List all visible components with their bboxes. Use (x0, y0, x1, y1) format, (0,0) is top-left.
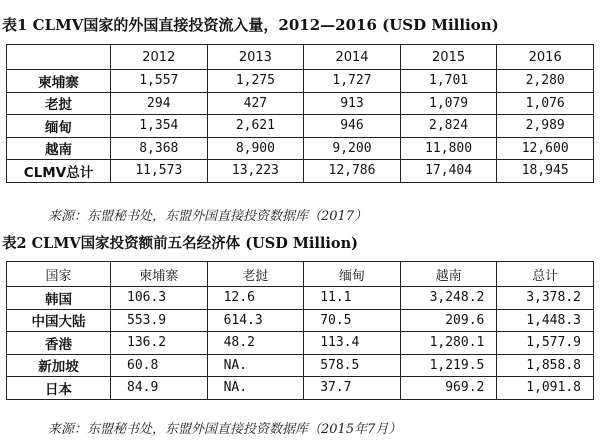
table-cell: 3,248.2 (400, 287, 497, 310)
table-cell: 1,091.8 (497, 377, 594, 400)
table-cell: 8,368 (111, 137, 208, 160)
table-cell: 8,900 (207, 137, 304, 160)
table-cell: 9,200 (304, 137, 401, 160)
table-row (7, 92, 594, 115)
header-cell: 老挝 (207, 262, 304, 287)
table-cell: 12,786 (304, 160, 401, 183)
row-label: 韩国 (7, 287, 111, 310)
header-cell (7, 45, 111, 70)
table-cell: 2,280 (497, 70, 594, 93)
table-cell: 1,280.1 (400, 332, 497, 355)
table-row (7, 354, 594, 377)
table1-title: 表1 CLMV国家的外国直接投资流入量，2012—2016 (USD Million) (2, 16, 499, 34)
row-label: 新加坡 (7, 354, 111, 377)
table-row (7, 309, 594, 332)
table-cell: 2,989 (497, 115, 594, 138)
table-header-row (7, 262, 594, 287)
header-cell: 总计 (497, 262, 594, 287)
header-cell: 2012 (111, 45, 208, 70)
table-cell: 1,557 (111, 70, 208, 93)
header-cell: 2016 (497, 45, 594, 70)
table-cell: 1,448.3 (497, 309, 594, 332)
header-cell: 柬埔寨 (111, 262, 208, 287)
header-cell: 2014 (304, 45, 401, 70)
table-cell: 427 (207, 92, 304, 115)
table-row (7, 115, 594, 138)
table-row (7, 70, 594, 93)
table-row-total (7, 160, 594, 183)
table-row (7, 332, 594, 355)
table-cell: 13,223 (207, 160, 304, 183)
table1-source-note: 来源：东盟秘书处，东盟外国直接投资数据库（2017） (48, 209, 368, 224)
table-cell: 11.1 (304, 287, 401, 310)
table-cell: 18,945 (497, 160, 594, 183)
table-cell: 1,275 (207, 70, 304, 93)
row-label: 越南 (7, 137, 111, 160)
table-cell: NA. (207, 377, 304, 400)
table-cell: 946 (304, 115, 401, 138)
table-cell: 12.6 (207, 287, 304, 310)
row-label: 缅甸 (7, 115, 111, 138)
table-cell: 37.7 (304, 377, 401, 400)
table-cell: 136.2 (111, 332, 208, 355)
table-cell: 294 (111, 92, 208, 115)
table-cell: 1,727 (304, 70, 401, 93)
table-cell: 2,824 (400, 115, 497, 138)
header-cell: 2015 (400, 45, 497, 70)
row-label: 老挝 (7, 92, 111, 115)
table-cell: 1,219.5 (400, 354, 497, 377)
row-label: 香港 (7, 332, 111, 355)
row-label: 中国大陆 (7, 309, 111, 332)
table-cell: 2,621 (207, 115, 304, 138)
table-cell: 17,404 (400, 160, 497, 183)
table-cell: 11,800 (400, 137, 497, 160)
table-cell: 48.2 (207, 332, 304, 355)
table-cell: 209.6 (400, 309, 497, 332)
table2-source-note: 来源：东盟秘书处，东盟外国直接投资数据库（2015年7月） (48, 422, 402, 437)
table-cell: 614.3 (207, 309, 304, 332)
table-cell: 60.8 (111, 354, 208, 377)
top-investors-table (6, 261, 594, 400)
table-cell: 969.2 (400, 377, 497, 400)
table-cell: 1,577.9 (497, 332, 594, 355)
table-cell: 1,858.8 (497, 354, 594, 377)
header-cell: 国家 (7, 262, 111, 287)
table-row (7, 287, 594, 310)
table-header-row (7, 45, 594, 70)
table-cell: 3,378.2 (497, 287, 594, 310)
table-cell: 578.5 (304, 354, 401, 377)
table-cell: 11,573 (111, 160, 208, 183)
table2-title: 表2 CLMV国家投资额前五名经济体 (USD Million) (2, 235, 358, 252)
header-cell: 缅甸 (304, 262, 401, 287)
table-row (7, 137, 594, 160)
row-label: 柬埔寨 (7, 70, 111, 93)
table-cell: 1,701 (400, 70, 497, 93)
table-row (7, 377, 594, 400)
table-cell: 1,079 (400, 92, 497, 115)
table-cell: 1,354 (111, 115, 208, 138)
table-cell: 553.9 (111, 309, 208, 332)
table-cell: NA. (207, 354, 304, 377)
table-cell: 84.9 (111, 377, 208, 400)
table-cell: 113.4 (304, 332, 401, 355)
header-cell: 越南 (400, 262, 497, 287)
table-cell: 1,076 (497, 92, 594, 115)
row-label: CLMV总计 (7, 160, 111, 183)
table-cell: 106.3 (111, 287, 208, 310)
fdi-inflow-table (6, 44, 594, 183)
table-cell: 70.5 (304, 309, 401, 332)
table-cell: 913 (304, 92, 401, 115)
header-cell: 2013 (207, 45, 304, 70)
row-label: 日本 (7, 377, 111, 400)
table-cell: 12,600 (497, 137, 594, 160)
